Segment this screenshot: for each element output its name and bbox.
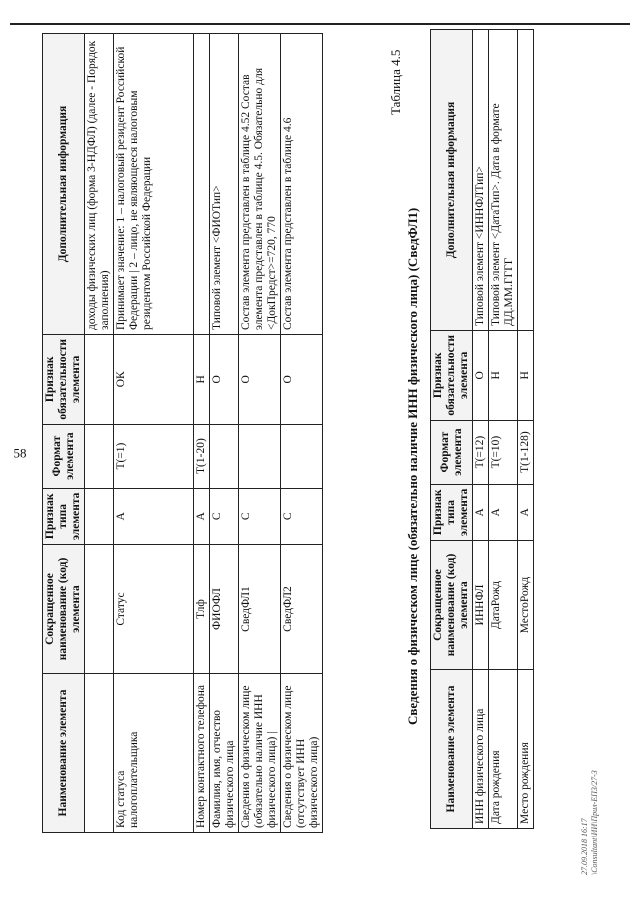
cell-required bbox=[85, 335, 114, 425]
cell-info bbox=[518, 30, 534, 331]
table-row bbox=[194, 34, 210, 833]
cell-format: Т(1-128) bbox=[518, 420, 534, 484]
cell-required: О bbox=[281, 335, 323, 425]
cell-code: СведФЛ2 bbox=[281, 545, 323, 674]
table-title: Сведения о физическом лице (обязательно наличие ИНН физического лица) (СведФЛ1) bbox=[405, 207, 420, 725]
cell-format: Т(1-20) bbox=[194, 424, 210, 488]
cell-type: С bbox=[210, 488, 239, 544]
cell-info: доходы физических лиц (форма 3-НДФЛ) (далее - Порядок заполнения) bbox=[85, 34, 114, 335]
cell-info: Состав элемента представлен в таблице 4.6 bbox=[281, 34, 323, 335]
header-required: Признак обязательности элемента bbox=[43, 335, 85, 425]
footnote-date: 27.09.2018 16:17 bbox=[580, 818, 589, 875]
cell-required: Н bbox=[518, 331, 534, 421]
table-label: Таблица 4.5 bbox=[388, 49, 403, 115]
footnote-path: \Consultant\ИИ\Прил-ЕПЗ/27-3 bbox=[590, 770, 599, 875]
cell-name: Код статуса налогоплательщика bbox=[114, 674, 194, 833]
cell-code: ИННФЛ bbox=[473, 541, 489, 670]
table-row bbox=[281, 34, 323, 833]
header-format: Формат элемента bbox=[431, 420, 473, 484]
page-number: 58 bbox=[13, 445, 27, 461]
cell-info: Типовой элемент <ИННФЛТип> bbox=[473, 30, 489, 331]
cell-type: С bbox=[239, 488, 281, 544]
cell-info: Принимает значение: 1 – налоговый резидент Российской Федерации | 2 – лицо, не являющееся налоговым резидентом Российской Федерации bbox=[114, 34, 194, 335]
footnote bbox=[580, 770, 600, 875]
cell-name: Сведения о физическом лице (обязательно наличие ИНН физического лица) | bbox=[239, 674, 281, 833]
cell-info: Состав элемента представлен в таблице 4.52 Состав элемента представлен в таблице 4.5. Обязательно для <ДокПредст>=720, 770 bbox=[239, 34, 281, 335]
table-row bbox=[518, 30, 534, 829]
cell-type: С bbox=[281, 488, 323, 544]
cell-required: ОК bbox=[114, 335, 194, 425]
header-required: Признак обязательности элемента bbox=[431, 331, 473, 421]
cell-info: Типовой элемент <ДатаТип>. Дата в формате ДД.ММ.ГГГГ bbox=[489, 30, 518, 331]
table-row bbox=[114, 34, 194, 833]
cell-format bbox=[239, 424, 281, 488]
page-border-line bbox=[10, 23, 630, 25]
cell-required: О bbox=[473, 331, 489, 421]
cell-name bbox=[85, 674, 114, 833]
header-name: Наименование элемента bbox=[431, 670, 473, 829]
cell-format: Т(=12) bbox=[473, 420, 489, 484]
cell-name: Фамилия, имя, отчество физического лица bbox=[210, 674, 239, 833]
cell-required: Н bbox=[194, 335, 210, 425]
cell-required: О bbox=[239, 335, 281, 425]
cell-info bbox=[194, 34, 210, 335]
cell-type: А bbox=[518, 484, 534, 540]
cell-code: МестоРожд bbox=[518, 541, 534, 670]
cell-type bbox=[85, 488, 114, 544]
header-info: Дополнительная информация bbox=[431, 30, 473, 331]
table-header-row bbox=[431, 30, 473, 829]
cell-type: А bbox=[194, 488, 210, 544]
header-type: Признак типа элемента bbox=[43, 488, 85, 544]
cell-type: А bbox=[473, 484, 489, 540]
cell-name: Место рождения bbox=[518, 670, 534, 829]
cell-format: Т(=10) bbox=[489, 420, 518, 484]
table-row bbox=[489, 30, 518, 829]
header-type: Признак типа элемента bbox=[431, 484, 473, 540]
cell-name: Номер контактного телефона bbox=[194, 674, 210, 833]
cell-code: ФИОФЛ bbox=[210, 545, 239, 674]
cell-required: О bbox=[210, 335, 239, 425]
elements-table bbox=[42, 33, 323, 833]
cell-code: ДатаРожд bbox=[489, 541, 518, 670]
header-code: Сокращенное наименование (код) элемента bbox=[43, 545, 85, 674]
header-info: Дополнительная информация bbox=[43, 34, 85, 335]
cell-code: Тлф bbox=[194, 545, 210, 674]
table-row bbox=[210, 34, 239, 833]
table-row bbox=[473, 30, 489, 829]
cell-code bbox=[85, 545, 114, 674]
cell-info: Типовой элемент <ФИОТип> bbox=[210, 34, 239, 335]
cell-name: ИНН физического лица bbox=[473, 670, 489, 829]
cell-name: Сведения о физическом лице (отсутствует ИНН физического лица) bbox=[281, 674, 323, 833]
header-name: Наименование элемента bbox=[43, 674, 85, 833]
cell-type: А bbox=[114, 488, 194, 544]
cell-name: Дата рождения bbox=[489, 670, 518, 829]
cell-format bbox=[210, 424, 239, 488]
cell-format bbox=[281, 424, 323, 488]
cell-required: Н bbox=[489, 331, 518, 421]
cell-code: Статус bbox=[114, 545, 194, 674]
sved-fl1-table bbox=[430, 29, 534, 829]
table-row bbox=[85, 34, 114, 833]
table-row bbox=[239, 34, 281, 833]
cell-code: СведФЛ1 bbox=[239, 545, 281, 674]
table-header-row bbox=[43, 34, 85, 833]
header-format: Формат элемента bbox=[43, 424, 85, 488]
cell-type: А bbox=[489, 484, 518, 540]
cell-format bbox=[85, 424, 114, 488]
header-code: Сокращенное наименование (код) элемента bbox=[431, 541, 473, 670]
cell-format: Т(=1) bbox=[114, 424, 194, 488]
